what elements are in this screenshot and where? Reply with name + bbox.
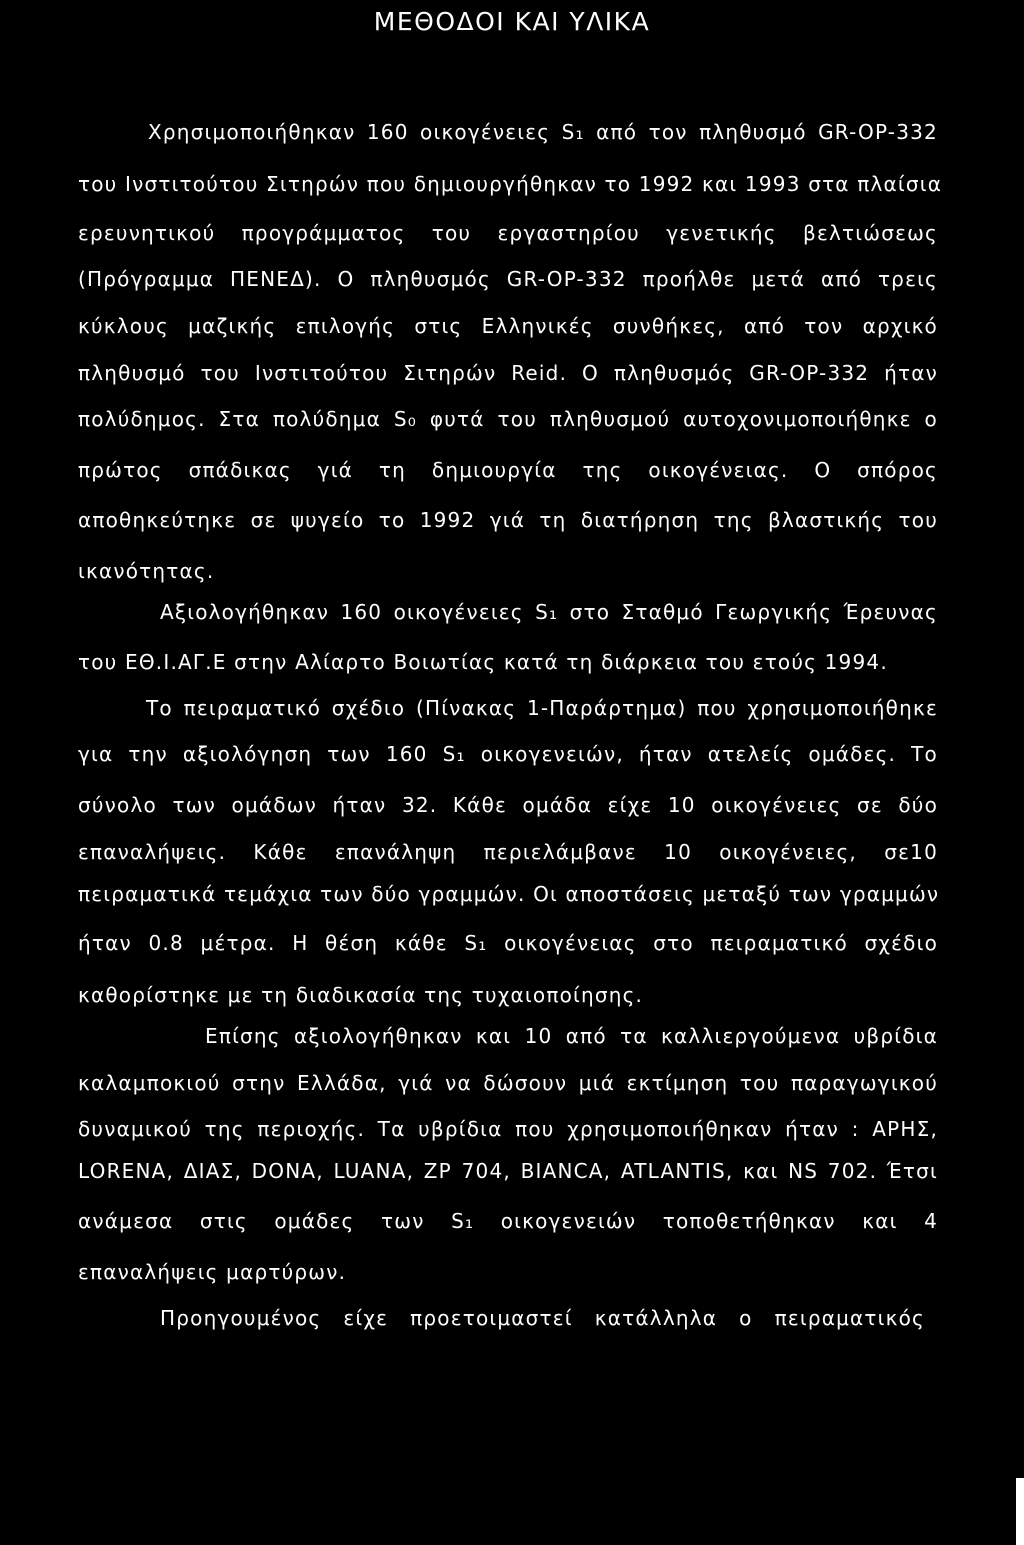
text-line: καλαμποκιού στην Ελλάδα, γιά να δώσουν μιά εκτίμηση του παραγωγικού [78,1071,938,1095]
text-line: επαναλήψεις μαρτύρων. [78,1260,347,1284]
text-line: σύνολο των ομάδων ήταν 32. Κάθε ομάδα είχε 10 οικογένειες σε δύο [78,793,938,817]
text-line: ανάμεσα στις ομάδες των S₁ οικογενειών τοποθετήθηκαν και 4 [78,1209,938,1233]
text-line: ικανότητας. [78,559,215,583]
text-line: του ΕΘ.Ι.ΑΓ.Ε στην Αλίαρτο Βοιωτίας κατά τη διάρκεια του ετούς 1994. [78,650,888,674]
text-line: αποθηκεύτηκε σε ψυγείο το 1992 γιά τη διατήρηση της βλαστικής του [78,508,938,532]
page-title: ΜΕΘΟΔΟΙ ΚΑΙ ΥΛΙΚΑ [373,7,651,36]
text-line: πρώτος σπάδικας γιά τη δημιουργία της οικογένειας. Ο σπόρος [78,458,938,482]
text-line: πολύδημος. Στα πολύδημα S₀ φυτά του πληθυσμού αυτοχονιμοποιήθηκε ο [78,407,938,431]
text-line: (Πρόγραμμα ΠΕΝΕΔ). Ο πληθυσμός GR-OP-332 προήλθε μετά από τρεις [78,267,938,291]
text-line: ήταν 0.8 μέτρα. Η θέση κάθε S₁ οικογένειας στο πειραματικό σχέδιο [78,931,938,955]
text-line: δυναμικού της περιοχής. Τα υβρίδια που χρησιμοποιήθηκαν ήταν : ΑΡΗΣ, [78,1117,938,1141]
text-line: του Ινστιτούτου Σιτηρών που δημιουργήθηκαν το 1992 και 1993 στα πλαίσια [78,172,943,196]
text-line: Χρησιμοποιήθηκαν 160 οικογένειες S₁ από τον πληθυσμό GR-OP-332 [148,120,938,144]
text-line: καθορίστηκε με τη διαδικασία της τυχαιοποίησης. [78,983,644,1007]
text-line: πειραματικά τεμάχια των δύο γραμμών. Οι αποστάσεις μεταξύ των γραμμών [78,882,940,906]
text-line: κύκλους μαζικής επιλογής στις Ελληνικές συνθήκες, από τον αρχικό [78,314,938,338]
text-line: Επίσης αξιολογήθηκαν και 10 από τα καλλιεργούμενα υβρίδια [205,1024,938,1048]
text-line: Το πειραματικό σχέδιο (Πίνακας 1-Παράρτημα) που χρησιμοποιήθηκε [146,696,938,720]
text-line: Αξιολογήθηκαν 160 οικογένειες S₁ στο Σταθμό Γεωργικής Έρευνας [160,600,938,624]
text-line: για την αξιολόγηση των 160 S₁ οικογενειών, ήταν ατελείς ομάδες. Το [78,742,938,766]
text-line: επαναλήψεις. Κάθε επανάληψη περιελάμβανε 10 οικογένειες, σε10 [78,840,938,864]
text-line: ερευνητικού προγράμματος του εργαστηρίου γενετικής βελτιώσεως [78,221,938,245]
text-line: Προηγουμένος είχε προετοιμαστεί κατάλληλα ο πειραματικός [160,1306,925,1330]
text-line: πληθυσμό του Ινστιτούτου Σιτηρών Reid. Ο πληθυσμός GR-OP-332 ήταν [78,361,938,385]
text-line: LORENA, ΔΙΑΣ, DONA, LUANA, ZP 704, BIANCA, ATLANTIS, και NS 702. Έτσι [78,1159,938,1183]
scan-edge-bar [1016,1478,1024,1545]
